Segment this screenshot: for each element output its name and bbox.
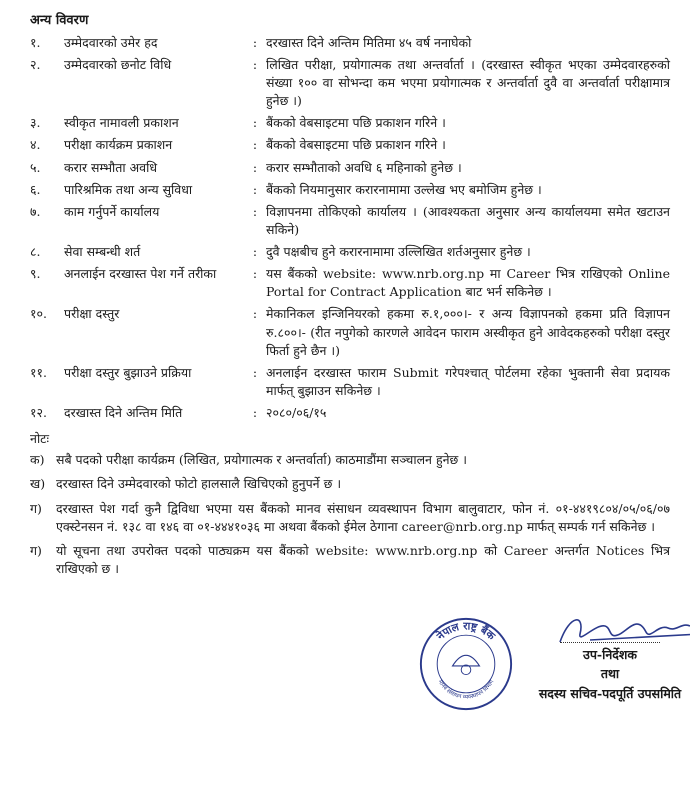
detail-row — [30, 364, 670, 400]
signatory-committee: सदस्य सचिव-पदपूर्ति उपसमिति — [538, 685, 682, 701]
detail-value: बैंकको नियमानुसार करारनामामा उल्लेख भए बमोजिम हुनेछ । — [266, 181, 542, 197]
detail-label: परीक्षा दस्तुर — [64, 306, 120, 322]
detail-number: ४. — [30, 137, 41, 153]
signatory-title: उप-निर्देशक — [582, 647, 638, 662]
detail-number: ९. — [30, 266, 41, 282]
note-letter: ख) — [30, 476, 46, 492]
detail-value: करार सम्भौताको अवधि ६ महिनाको हुनेछ । — [266, 159, 462, 175]
detail-label: अनलाईन दरखास्त पेश गर्ने तरीका — [64, 266, 217, 282]
notes-list — [30, 451, 670, 578]
detail-colon: : — [252, 306, 258, 322]
detail-label: परीक्षा कार्यक्रम प्रकाशन — [64, 137, 173, 153]
note-letter: क) — [30, 452, 45, 468]
detail-number: ७. — [30, 203, 41, 219]
detail-value: बैंकको वेबसाइटमा पछि प्रकाशन गरिने । — [266, 137, 446, 153]
detail-value: विज्ञापनमा तोकिएको कार्यालय । (आवश्यकता अनुसार अन्य कार्यालयमा समेत खटाउन सकिने) — [266, 203, 670, 237]
svg-text:नेपाल राष्ट्र बैंक: नेपाल राष्ट्र बैंक — [434, 620, 498, 643]
note-text: सबै पदको परीक्षा कार्यक्रम (लिखित, प्रयोगात्मक र अन्तर्वार्ता) काठमाडौंमा सञ्चालन हुनेछ । — [56, 452, 468, 468]
detail-row — [30, 159, 670, 177]
details-list — [30, 34, 670, 422]
detail-colon: : — [252, 266, 258, 282]
detail-number: १२. — [30, 405, 47, 421]
detail-row — [30, 34, 670, 52]
detail-number: २. — [30, 56, 41, 72]
detail-colon: : — [252, 56, 258, 72]
detail-number: ८. — [30, 244, 41, 260]
detail-row — [30, 265, 670, 301]
detail-colon: : — [252, 137, 258, 153]
detail-row — [30, 305, 670, 359]
seal-stamp — [418, 616, 514, 712]
detail-label: सेवा सम्बन्धी शर्त — [64, 244, 141, 260]
detail-number: ५. — [30, 159, 41, 175]
detail-value: दुवै पक्षबीच हुने करारनामामा उल्लिखित शर्तअनुसार हुनेछ । — [266, 244, 531, 260]
svg-text:मानव संसाधन व्यवस्थापन विभाग: मानव संसाधन व्यवस्थापन विभाग — [436, 679, 496, 701]
detail-row — [30, 136, 670, 154]
section-heading: अन्य विवरण — [30, 13, 89, 28]
detail-number: ३. — [30, 115, 41, 131]
detail-colon: : — [252, 405, 258, 421]
detail-number: ११. — [30, 364, 47, 380]
detail-number: १. — [30, 34, 41, 50]
note-text: दरखास्त दिने उम्मेदवारको फोटो हालसालै खिचिएको हुनुपर्ने छ । — [56, 476, 342, 492]
detail-label: उम्मेदवारको छनोट विधि — [64, 56, 172, 72]
detail-row — [30, 114, 670, 132]
note-letter: ग) — [30, 500, 42, 516]
detail-label: उम्मेदवारको उमेर हद — [64, 34, 158, 50]
detail-colon: : — [252, 364, 258, 380]
signatory-conjunction: तथा — [600, 666, 620, 682]
note-item — [30, 451, 670, 469]
detail-colon: : — [252, 203, 258, 219]
detail-value: २०८०/०६/१५ — [266, 405, 327, 421]
signature-line — [560, 642, 660, 643]
note-text: यो सूचना तथा उपरोक्त पदको पाठ्यक्रम यस बैंकको website: www.nrb.org.np को Career अन्तर्गत Notices भित्र राखिएको छ । — [56, 542, 670, 576]
detail-value: यस बैंकको website: www.nrb.org.np मा Career भित्र राखिएको Online Portal for Contract Application बाट भर्न सकिनेछ । — [266, 266, 670, 300]
detail-row — [30, 243, 670, 261]
note-item — [30, 500, 670, 536]
detail-row — [30, 56, 670, 110]
detail-number: ६. — [30, 181, 41, 197]
detail-label: काम गर्नुपर्ने कार्यालय — [64, 203, 160, 219]
note-letter: ग) — [30, 542, 42, 558]
note-item — [30, 475, 670, 493]
detail-value: मेकानिकल इन्जिनियरको हकमा रु.१,०००।- र अन्य विज्ञापनको हकमा प्रति विज्ञापन रु.८००।- (रीत नपुगेको कारणले आवेदन फाराम अस्वीकृत हुने आवेदकहरुको परीक्षा दस्तुर फिर्ता हुने छैन ।) — [266, 306, 670, 358]
detail-row — [30, 203, 670, 239]
detail-label: करार सम्भौता अवधि — [64, 159, 158, 175]
note-text: दरखास्त पेश गर्दा कुनै द्विविधा भएमा यस बैंकको मानव संसाधन व्यवस्थापन विभाग बालुवाटार, फोन नं. ०१-४४१९८०४/०५/०६/०७ एक्स्टेनसन नं. १३८ वा १४६ वा ०१-४४४१०३६ मा अथवा बैंकको ईमेल ठेगाना career@nrb.org.np मार्फत् सम्पर्क गर्न सकिनेछ । — [56, 500, 670, 534]
detail-value: अनलाईन दरखास्त फाराम Submit गरेपश्चात् पोर्टलमा रहेका भुक्तानी सेवा प्रदायक मार्फत् बुझाउन सकिनेछ । — [266, 364, 670, 398]
signatory-block — [538, 642, 682, 703]
detail-colon: : — [252, 115, 258, 131]
signature-area — [400, 600, 682, 720]
detail-colon: : — [252, 244, 258, 260]
detail-value: दरखास्त दिने अन्तिम मितिमा ४५ वर्ष ननाघेको — [266, 34, 472, 50]
detail-colon: : — [252, 181, 258, 197]
detail-value: लिखित परीक्षा, प्रयोगात्मक तथा अन्तर्वार्ता । (दरखास्त स्वीकृत भएका उम्मेदवारहरुको संख्या १०० वा सोभन्दा कम भएमा प्रयोगात्मक र अन्तर्वार्ता दुवै वा अन्तर्वार्ता परीक्षामात्र हुनेछ ।) — [266, 56, 670, 109]
notice-document — [30, 12, 670, 584]
detail-colon: : — [252, 159, 258, 175]
detail-number: १०. — [30, 306, 47, 322]
detail-label: पारिश्रमिक तथा अन्य सुविधा — [64, 181, 193, 197]
note-item — [30, 542, 670, 578]
detail-row — [30, 404, 670, 422]
detail-value: बैंकको वेबसाइटमा पछि प्रकाशन गरिने । — [266, 115, 446, 131]
detail-row — [30, 181, 670, 199]
notes-title: नोटः — [30, 431, 50, 447]
detail-label: दरखास्त दिने अन्तिम मिति — [64, 405, 183, 421]
detail-label: स्वीकृत नामावली प्रकाशन — [64, 115, 179, 131]
detail-label: परीक्षा दस्तुर बुझाउने प्रक्रिया — [64, 364, 192, 380]
detail-colon: : — [252, 34, 258, 50]
